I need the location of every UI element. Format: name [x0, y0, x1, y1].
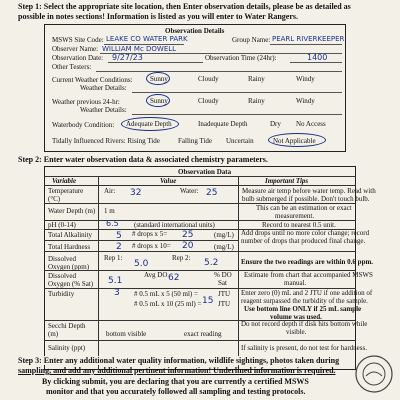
- water-depth-label: Water Depth (m): [48, 207, 96, 215]
- group-name-label: Group Name:: [232, 36, 271, 44]
- rep1-value[interactable]: 5.0: [134, 259, 149, 269]
- air-temp-value[interactable]: 32: [130, 188, 142, 198]
- ph-value[interactable]: 6.5: [106, 219, 119, 228]
- alkalinity-value[interactable]: 25: [182, 230, 194, 240]
- current-weather-label: Current Weather Conditions:: [52, 76, 133, 84]
- header-tips: Important Tips: [265, 177, 309, 185]
- do-sat-label-line2: Oxygen (% Sat): [48, 280, 94, 288]
- secchi-tip-line1: Do not record depth if disk hits bottom while: [241, 320, 368, 328]
- rep2-value[interactable]: 5.2: [204, 258, 219, 268]
- other-testers-label: Other Testers:: [52, 63, 92, 71]
- previous-weather-option-windy[interactable]: Windy: [296, 97, 315, 105]
- observation-data-title: Observation Data: [178, 168, 232, 176]
- turbidity-additions[interactable]: 3: [114, 288, 120, 298]
- temperature-tip-line1: Measure air temp before water temp. Read with: [242, 187, 376, 195]
- do-ppm-label-line2: Oxygen (ppm): [48, 263, 90, 271]
- step3-line1: Step 3: Enter any additional water quality information, wildlife sightings, photos taken during: [18, 356, 340, 365]
- header-variable: Variable: [52, 177, 77, 185]
- ph-tip: Record to nearest 0.5 unit.: [262, 221, 336, 229]
- hardness-unit: (mg/L): [214, 243, 234, 251]
- rep1-label: Rep 1:: [104, 254, 123, 262]
- alkalinity-label: Total Alkalinity: [48, 231, 93, 239]
- previous-weather-option-rainy[interactable]: Rainy: [248, 97, 265, 105]
- tidal-option-uncertain[interactable]: Uncertain: [226, 137, 254, 145]
- turbidity-formula-50ml: # 0.5 mL x 5 (50 ml) =: [134, 290, 198, 298]
- step3-line3: By clicking submit, you are declaring that you are currently a certified MSWS: [42, 377, 309, 386]
- turbidity-label: Turbidity: [48, 290, 75, 298]
- water-label: Water:: [180, 187, 199, 195]
- turbidity-jtu-1: JTU: [218, 290, 231, 298]
- msws-site-code-label: MSWS Site Code:: [52, 36, 104, 44]
- current-weather-details-label: Weather Details:: [80, 84, 127, 92]
- avg-do-label: Avg DO: [144, 271, 168, 279]
- percent-do-label-line2: Sat: [218, 279, 227, 287]
- salinity-tip: If salinity is present, do not test for hardness.: [241, 344, 367, 352]
- waterbody-option-no-access[interactable]: No Access: [296, 120, 326, 128]
- alkalinity-tip-line1: Add drops until no more color change; record: [241, 229, 370, 237]
- depth-tip-line2: measurement.: [275, 212, 315, 220]
- waterbody-option-inadequate[interactable]: Inadequate Depth: [198, 120, 248, 128]
- waterbody-option-dry[interactable]: Dry: [270, 120, 281, 128]
- temperature-unit: (°C): [48, 195, 61, 203]
- alkalinity-tip-line2: number of drops that produced final change.: [241, 237, 366, 245]
- temperature-tip-line2: bulb submerged if possible. Don't touch bulb.: [242, 195, 370, 203]
- percent-do-label-line1: % DO: [214, 271, 232, 279]
- hardness-drops[interactable]: 2: [116, 242, 122, 252]
- waterbody-option-adequate[interactable]: Adequate Depth: [126, 120, 172, 128]
- header-value: Value: [160, 177, 177, 185]
- previous-weather-details-label: Weather Details:: [80, 106, 127, 114]
- seal-logo-icon: [354, 354, 394, 394]
- turbidity-tip-line2: reagent surpassed the turbidity of the sample.: [241, 297, 368, 305]
- turbidity-tip-line4: volume was used.: [270, 313, 322, 321]
- weather-option-rainy[interactable]: Rainy: [248, 75, 265, 83]
- depth-tip-line1: This can be an estimation or exact: [256, 204, 352, 212]
- previous-weather-option-cloudy[interactable]: Cloudy: [198, 97, 219, 105]
- hardness-formula: # drops x 10=: [132, 242, 171, 250]
- step1-instructions-line2: possible in notes sections! Information is listed as you will enter to Water Rangers.: [18, 12, 299, 21]
- tidal-option-not-applicable[interactable]: Not Applicable: [273, 137, 316, 145]
- do-ppm-label-line1: Dissolved: [48, 255, 76, 263]
- secchi-option-bottom-visible[interactable]: bottom visible: [106, 330, 147, 338]
- observation-details-title: Observation Details: [165, 27, 225, 35]
- percent-do-value[interactable]: 62: [168, 273, 180, 283]
- alkalinity-formula: # drops x 5=: [132, 230, 168, 238]
- observation-time-label: Observation Time (24hr):: [205, 54, 277, 62]
- observer-name-value[interactable]: WILLIAM Mc DOWELL: [102, 45, 177, 53]
- water-depth-value[interactable]: 1 m: [104, 207, 115, 215]
- weather-option-windy[interactable]: Windy: [296, 75, 315, 83]
- temperature-label: Temperature: [48, 187, 84, 195]
- observer-name-label: Observer Name:: [52, 45, 99, 53]
- waterbody-condition-label: Waterbody Condition:: [52, 121, 115, 129]
- step2-instructions: Step 2: Enter water observation data & associated chemistry parameters.: [18, 155, 268, 164]
- turbidity-result[interactable]: 15: [202, 296, 214, 306]
- air-label: Air:: [104, 187, 116, 195]
- ph-unit: (standard international units): [134, 221, 215, 229]
- tidal-label: Tidally Influenced Rivers: Rising Tide: [52, 137, 160, 145]
- do-sat-label-line1: Dissolved: [48, 272, 76, 280]
- secchi-tip-line2: visible.: [286, 328, 307, 336]
- hardness-label: Total Hardness: [48, 243, 91, 251]
- ph-label: pH (0-14): [48, 221, 76, 229]
- step3-line2: sampling, and add any additional pertinent information! Underlined information is required.: [18, 366, 336, 375]
- secchi-label-line2: (m): [48, 330, 59, 338]
- hardness-value[interactable]: 20: [182, 241, 194, 251]
- observation-date-label: Observation Date:: [52, 54, 104, 62]
- observation-time-value[interactable]: 1400: [307, 53, 328, 62]
- turbidity-tip-line3: Use bottom line ONLY if 25 mL sample: [244, 305, 362, 313]
- avg-do-value[interactable]: 5.1: [108, 276, 123, 286]
- previous-weather-option-sunny[interactable]: Sunny: [150, 97, 168, 105]
- turbidity-formula-25ml: # 0.5 mL x 10 (25 ml) =: [134, 300, 202, 308]
- do-sat-tip-line1: Estimate from chart that accompanied MSWS: [244, 271, 373, 279]
- turbidity-jtu-2: JTU: [218, 300, 231, 308]
- do-ppm-tip: Ensure the two readings are within 0.6 ppm.: [241, 258, 374, 266]
- secchi-option-exact-reading[interactable]: exact reading: [184, 330, 222, 338]
- alkalinity-drops[interactable]: 5: [116, 231, 122, 241]
- msws-site-code-value[interactable]: LEAKE CO WATER PARK: [106, 35, 188, 43]
- alkalinity-unit: (mg/L): [214, 231, 234, 239]
- tidal-option-falling[interactable]: Falling Tide: [178, 137, 213, 145]
- salinity-label: Salinity (ppt): [48, 344, 86, 352]
- weather-option-sunny[interactable]: Sunny: [150, 75, 168, 83]
- secchi-label-line1: Secchi Depth: [48, 322, 86, 330]
- group-name-value[interactable]: PEARL RIVERKEEPER: [272, 35, 345, 43]
- step1-instructions-line1: Step 1: Select the appropriate site location, then Enter observation details, please be as detailed as: [18, 2, 351, 11]
- water-temp-value[interactable]: 25: [206, 188, 218, 198]
- turbidity-tip-line1: Enter zero (0) mL and 2 JTU if one addition of: [241, 289, 373, 297]
- do-sat-tip-line2: manual.: [284, 279, 307, 287]
- weather-option-cloudy[interactable]: Cloudy: [198, 75, 219, 83]
- rep2-label: Rep 2:: [172, 254, 191, 262]
- observation-date-value[interactable]: 9/27/23: [112, 53, 143, 62]
- previous-weather-label: Weather previous 24-hr:: [52, 98, 120, 106]
- step3-line4: monitor and that you accurately followed all sampling and testing protocols.: [46, 387, 306, 396]
